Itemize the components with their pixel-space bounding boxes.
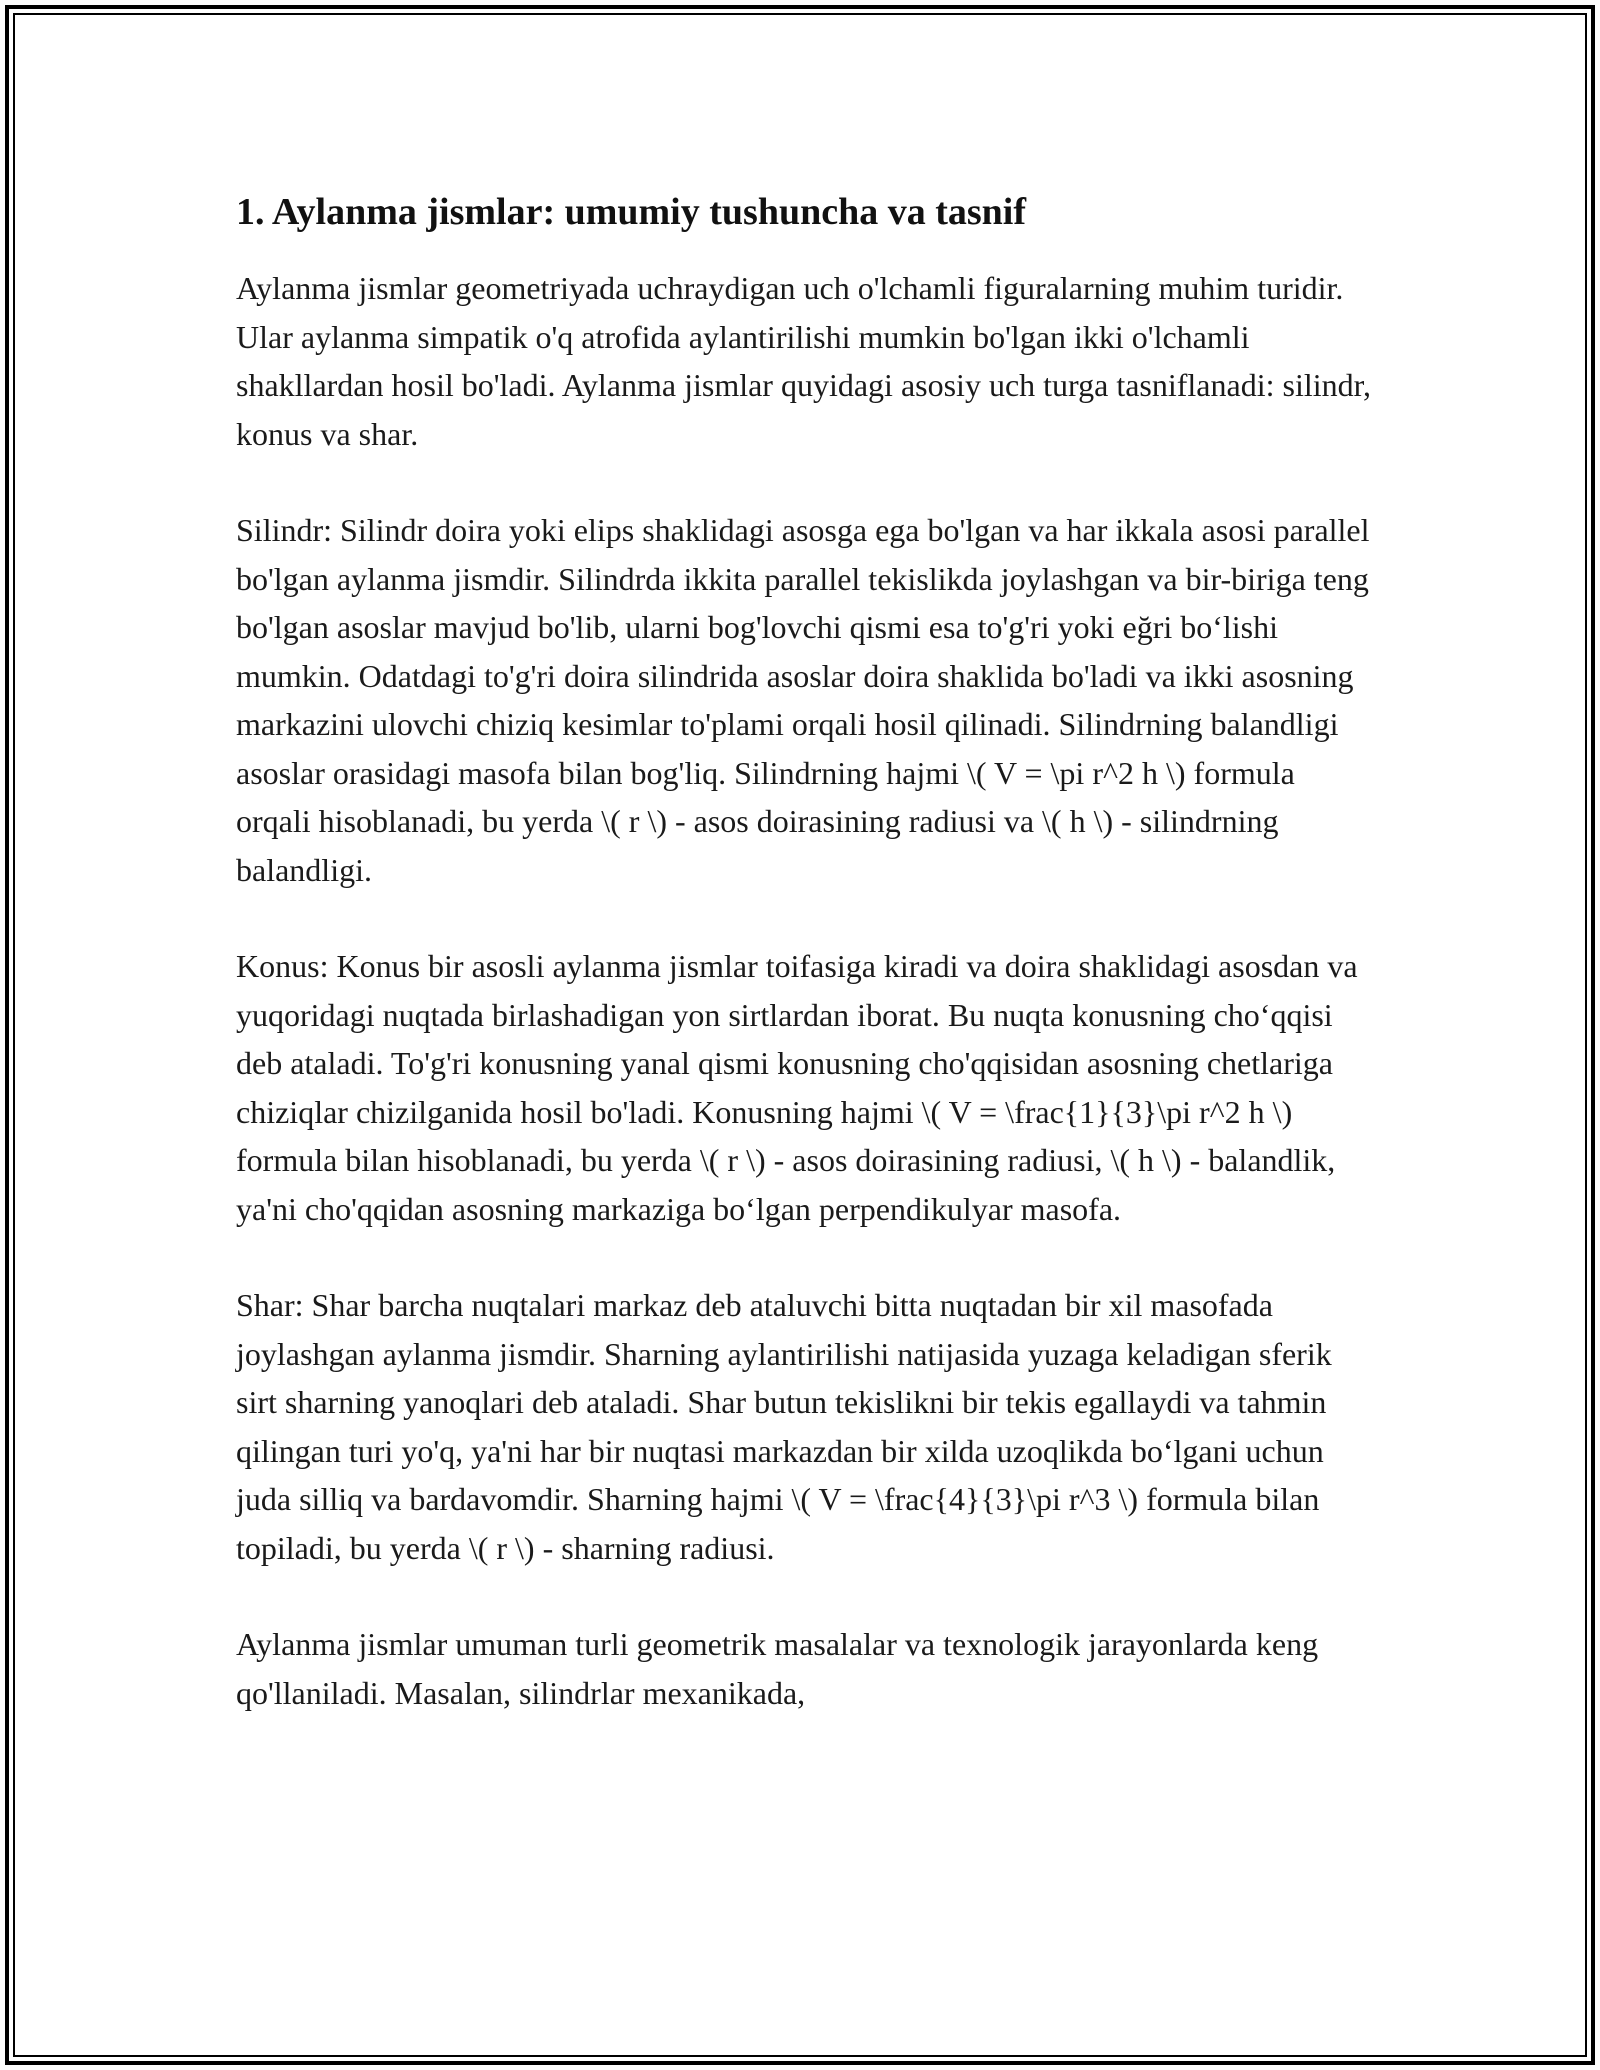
paragraph-silindr: Silindr: Silindr doira yoki elips shaklidagi asosga ega bo'lgan va har ikkala asosi parallel bo'lgan aylanma jismdir. Silindrda ikkita parallel tekislikda joylashgan va bir-biriga teng bo'lgan asoslar mavjud bo'lib, ularni bog'lovchi qismi esa to'g'ri yoki eğri bo‘lishi mumkin. Odatdagi to'g'ri doira silindrida asoslar doira shaklida bo'ladi va ikki asosning markazini ulovchi chiziq kesimlar to'plami orqali hosil qilinadi. Silindrning balandligi asoslar orasidagi masofa bilan bog'liq. Silindrning hajmi \( V = \pi r^2 h \) formula orqali hisoblanadi, bu yerda \( r \) - asos doirasining radiusi va \( h \) - silindrning balandligi. (236, 512, 1370, 888)
paragraph-usage: Aylanma jismlar umuman turli geometrik masalalar va texnologik jarayonlarda keng qo'llaniladi. Masalan, silindrlar mexanikada, (236, 1626, 1319, 1711)
paragraph-intro: Aylanma jismlar geometriyada uchraydigan uch o'lchamli figuralarning muhim turidir. Ular aylanma simpatik o'q atrofida aylantirilishi mumkin bo'lgan ikki o'lchamli shakllardan hosil bo'ladi. Aylanma jismlar quyidagi asosiy uch turga tasniflanadi: silindr, konus va shar. (236, 270, 1371, 452)
paragraph-shar: Shar: Shar barcha nuqtalari markaz deb ataluvchi bitta nuqtadan bir xil masofada joylashgan aylanma jismdir. Sharning aylantirilishi natijasida yuzaga keladigan sferik sirt sharning yanoqlari deb ataladi. Shar butun tekislikni bir tekis egallaydi va tahmin qilingan turi yo'q, ya'ni har bir nuqtasi markazdan bir xilda uzoqlikda bo‘lgani uchun juda silliq va bardavomdir. Sharning hajmi \( V = \frac{4}{3}\pi r^3 \) formula bilan topiladi, bu yerda \( r \) - sharning radiusi. (236, 1287, 1332, 1566)
paragraph-konus: Konus: Konus bir asosli aylanma jismlar toifasiga kiradi va doira shaklidagi asosdan va yuqoridagi nuqtada birlashadigan yon sirtlardan iborat. Bu nuqta konusning cho‘qqisi deb ataladi. To'g'ri konusning yanal qismi konusning cho'qqisidan asosning chetlariga chiziqlar chizilganida hosil bo'ladi. Konusning hajmi \( V = \frac{1}{3}\pi r^2 h \) formula bilan hisoblanadi, bu yerda \( r \) - asos doirasining radiusi, \( h \) - balandlik, ya'ni cho'qqidan asosning markaziga bo‘lgan perpendikulyar masofa. (236, 948, 1358, 1227)
document-body (236, 186, 1376, 1765)
section-heading: 1. Aylanma jismlar: umumiy tushuncha va tasnif (236, 191, 1027, 233)
